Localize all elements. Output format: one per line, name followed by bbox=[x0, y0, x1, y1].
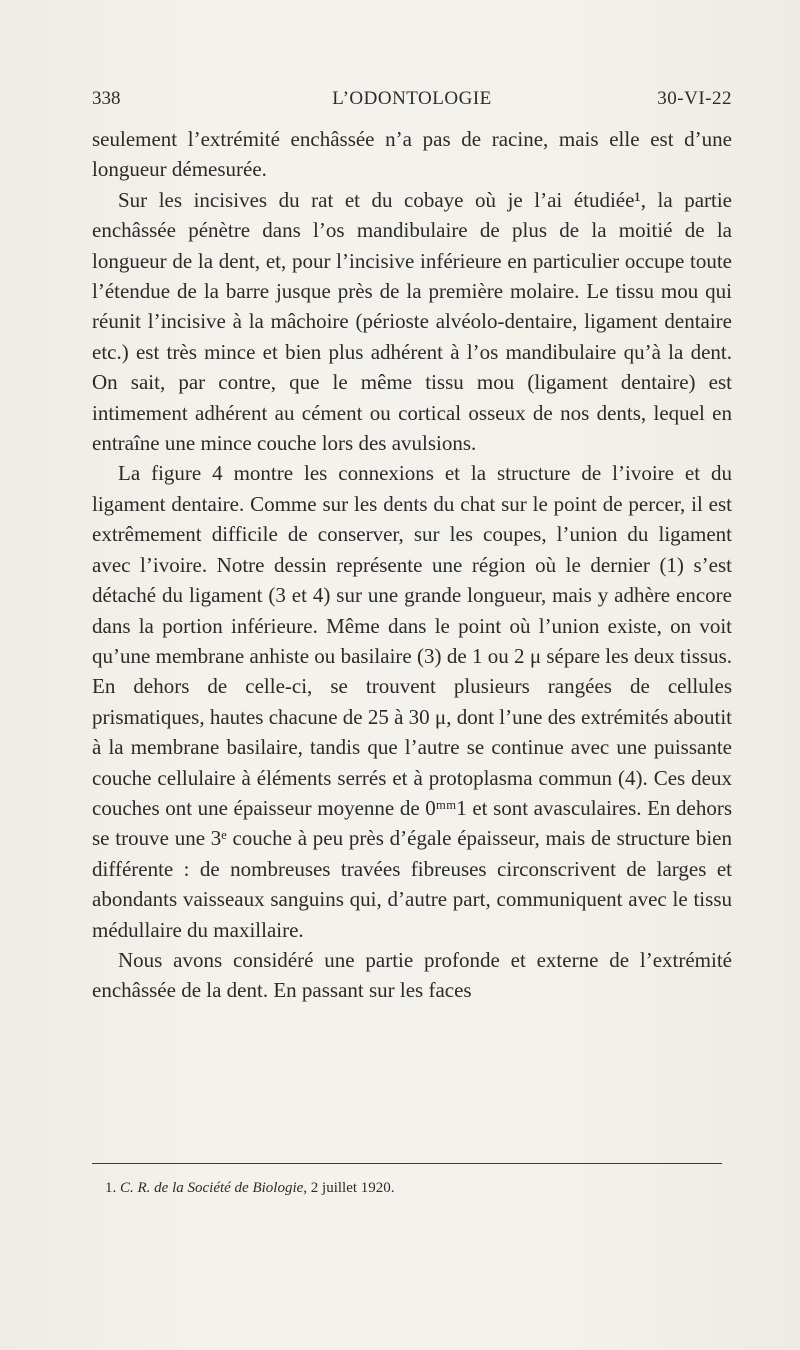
issue-date: 30-VI-22 bbox=[657, 88, 732, 109]
footnote-marker: 1. bbox=[105, 1180, 117, 1196]
page-header bbox=[92, 88, 732, 114]
paragraph-incisives: Sur les incisives du rat et du cobaye où je l’ai étudiée¹, la partie enchâssée pénètre dans l’os mandibulaire de plus de la moitié de la longueur de la dent, et, pour l’incisive inférieure en particulier occupe toute l’étendue de la barre jusque près de la première molaire. Le tissu mou qui réunit l’incisive à la mâchoire (périoste alvéolo-dentaire, ligament dentaire etc.) est très mince et bien plus adhérent à l’os mandibulaire qu’à la dent. On sait, par contre, que le même tissu mou (ligament dentaire) est intimement adhérent au cément ou cortical osseux de nos dents, lequel en entraîne une mince couche lors des avulsions. bbox=[92, 187, 732, 456]
running-title: L’ODONTOLOGIE bbox=[332, 88, 492, 109]
paragraph-continuation: seulement l’extrémité enchâssée n’a pas de racine, mais elle est d’une longueur démesurée. bbox=[92, 127, 732, 182]
footnote-date: 2 juillet 1920. bbox=[307, 1180, 395, 1196]
footnote bbox=[105, 1180, 725, 1197]
footnote-divider bbox=[92, 1163, 722, 1164]
footnote-source: C. R. de la Société de Biologie, bbox=[120, 1180, 308, 1196]
paragraph-figure-4: La figure 4 montre les connexions et la structure de l’ivoire et du ligament dentaire. Comme sur les dents du chat sur le point de percer, il est extrêmement difficile de conserver, sur les coupes, l’union du ligament avec l’ivoire. Notre dessin représente une région où le dernier (1) s’est détaché du ligament (3 et 4) sur une grande longueur, mais y adhère encore dans la portion inférieure. Même dans le point où l’union existe, on voit qu’une membrane anhiste ou basilaire (3) de 1 ou 2 μ sépare les deux tissus. En dehors de celle-ci, se trouvent plusieurs rangées de cellules prismatiques, hautes chacune de 25 à 30 μ, dont l’une des extrémités aboutit à la membrane basilaire, tandis que l’autre se continue avec une puissante couche cellulaire à éléments serrés et à protoplasma commun (4). Ces deux couches ont une épaisseur moyenne de 0ᵐᵐ1 et sont avasculaires. En dehors se trouve une 3ᵉ couche à peu près d’égale épaisseur, mais de structure bien différente : de nombreuses travées fibreuses circonscrivent de larges et abondants vaisseaux sanguins qui, d’autre part, communiquent avec le tissu médullaire du maxillaire. bbox=[92, 461, 732, 942]
paragraph-extremite: Nous avons considéré une partie profonde et externe de l’extrémité enchâssée de la dent. En passant sur les faces bbox=[92, 947, 732, 1003]
body-text bbox=[92, 124, 732, 1006]
page-number: 338 bbox=[92, 88, 121, 109]
